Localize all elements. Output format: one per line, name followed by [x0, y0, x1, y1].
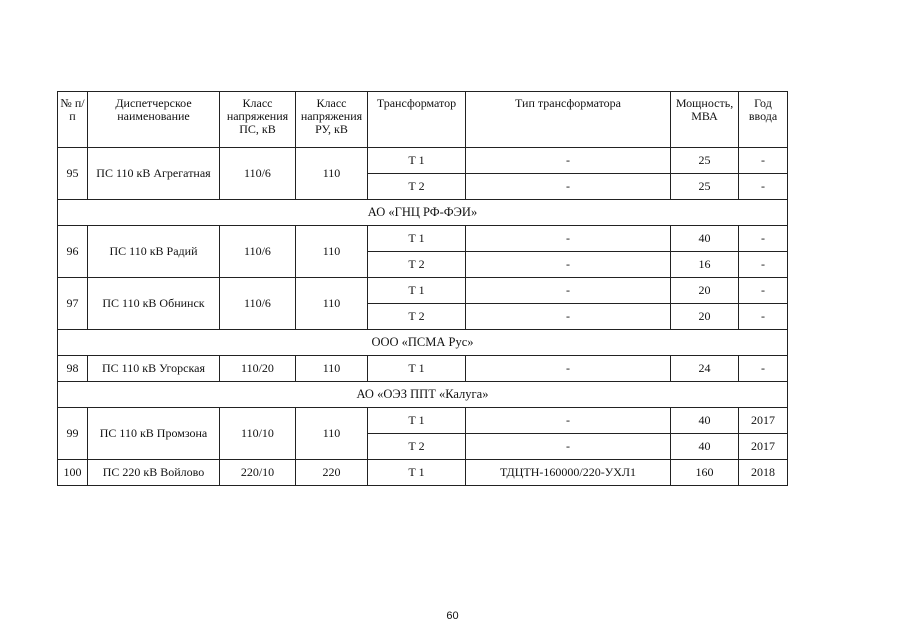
transformer-power: 40: [671, 226, 739, 252]
transformer-type: -: [466, 174, 671, 200]
ru-voltage: 110: [296, 408, 368, 460]
organization-row: [58, 330, 788, 356]
transformer-type: -: [466, 408, 671, 434]
organization-name: ООО «ПСМА Рус»: [58, 330, 788, 356]
transformer-type: -: [466, 278, 671, 304]
substation-name: ПС 110 кВ Промзона: [88, 408, 220, 460]
ru-voltage: 110: [296, 148, 368, 200]
transformer-name: Т 2: [368, 434, 466, 460]
substation-name: ПС 110 кВ Агрегатная: [88, 148, 220, 200]
row-number: 98: [58, 356, 88, 382]
transformer-type: ТДЦТН-160000/220-УХЛ1: [466, 460, 671, 486]
transformer-power: 25: [671, 148, 739, 174]
table-row: [58, 148, 788, 174]
substation-name: ПС 110 кВ Угорская: [88, 356, 220, 382]
ps-voltage: 110/10: [220, 408, 296, 460]
transformer-power: 20: [671, 278, 739, 304]
header-transformer: Трансформатор: [368, 92, 466, 148]
commission-year: -: [739, 174, 788, 200]
page-number: 60: [446, 610, 459, 622]
transformer-power: 20: [671, 304, 739, 330]
commission-year: -: [739, 304, 788, 330]
commission-year: 2018: [739, 460, 788, 486]
ru-voltage: 110: [296, 278, 368, 330]
organization-name: АО «ГНЦ РФ-ФЭИ»: [58, 200, 788, 226]
commission-year: -: [739, 148, 788, 174]
row-number: 100: [58, 460, 88, 486]
transformer-type: -: [466, 226, 671, 252]
table-row: [58, 226, 788, 252]
substation-name: ПС 110 кВ Обнинск: [88, 278, 220, 330]
row-number: 97: [58, 278, 88, 330]
transformer-power: 25: [671, 174, 739, 200]
commission-year: 2017: [739, 408, 788, 434]
commission-year: -: [739, 226, 788, 252]
commission-year: -: [739, 252, 788, 278]
ps-voltage: 110/6: [220, 226, 296, 278]
substation-name: ПС 110 кВ Радий: [88, 226, 220, 278]
row-number: 96: [58, 226, 88, 278]
transformer-power: 16: [671, 252, 739, 278]
transformer-power: 40: [671, 408, 739, 434]
table-row: [58, 356, 788, 382]
organization-name: АО «ОЭЗ ППТ «Калуга»: [58, 382, 788, 408]
transformer-name: Т 1: [368, 460, 466, 486]
transformer-name: Т 1: [368, 148, 466, 174]
header-ps-class: Класс напряжения ПС, кВ: [220, 92, 296, 148]
transformer-power: 160: [671, 460, 739, 486]
header-num: № п/п: [58, 92, 88, 148]
transformer-power: 40: [671, 434, 739, 460]
row-number: 99: [58, 408, 88, 460]
transformer-type: -: [466, 356, 671, 382]
organization-row: [58, 200, 788, 226]
transformer-type: -: [466, 252, 671, 278]
transformer-name: Т 2: [368, 304, 466, 330]
header-type: Тип трансформатора: [466, 92, 671, 148]
header-ru-class: Класс напряжения РУ, кВ: [296, 92, 368, 148]
substation-name: ПС 220 кВ Войлово: [88, 460, 220, 486]
header-name: Диспетчерское наименование: [88, 92, 220, 148]
transformer-type: -: [466, 434, 671, 460]
ru-voltage: 110: [296, 226, 368, 278]
ps-voltage: 220/10: [220, 460, 296, 486]
transformer-type: -: [466, 304, 671, 330]
ru-voltage: 220: [296, 460, 368, 486]
header-row: [58, 92, 788, 148]
transformer-name: Т 1: [368, 408, 466, 434]
table-row: [58, 460, 788, 486]
ps-voltage: 110/20: [220, 356, 296, 382]
table-row: [58, 278, 788, 304]
header-power: Мощность, МВА: [671, 92, 739, 148]
commission-year: 2017: [739, 434, 788, 460]
organization-row: [58, 382, 788, 408]
substations-table: [57, 91, 788, 486]
transformer-name: Т 2: [368, 174, 466, 200]
transformer-name: Т 1: [368, 356, 466, 382]
transformer-name: Т 1: [368, 278, 466, 304]
commission-year: -: [739, 278, 788, 304]
row-number: 95: [58, 148, 88, 200]
ru-voltage: 110: [296, 356, 368, 382]
ps-voltage: 110/6: [220, 148, 296, 200]
ps-voltage: 110/6: [220, 278, 296, 330]
header-year: Год ввода: [739, 92, 788, 148]
transformer-type: -: [466, 148, 671, 174]
transformer-name: Т 2: [368, 252, 466, 278]
commission-year: -: [739, 356, 788, 382]
table-row: [58, 408, 788, 434]
transformer-name: Т 1: [368, 226, 466, 252]
transformer-power: 24: [671, 356, 739, 382]
